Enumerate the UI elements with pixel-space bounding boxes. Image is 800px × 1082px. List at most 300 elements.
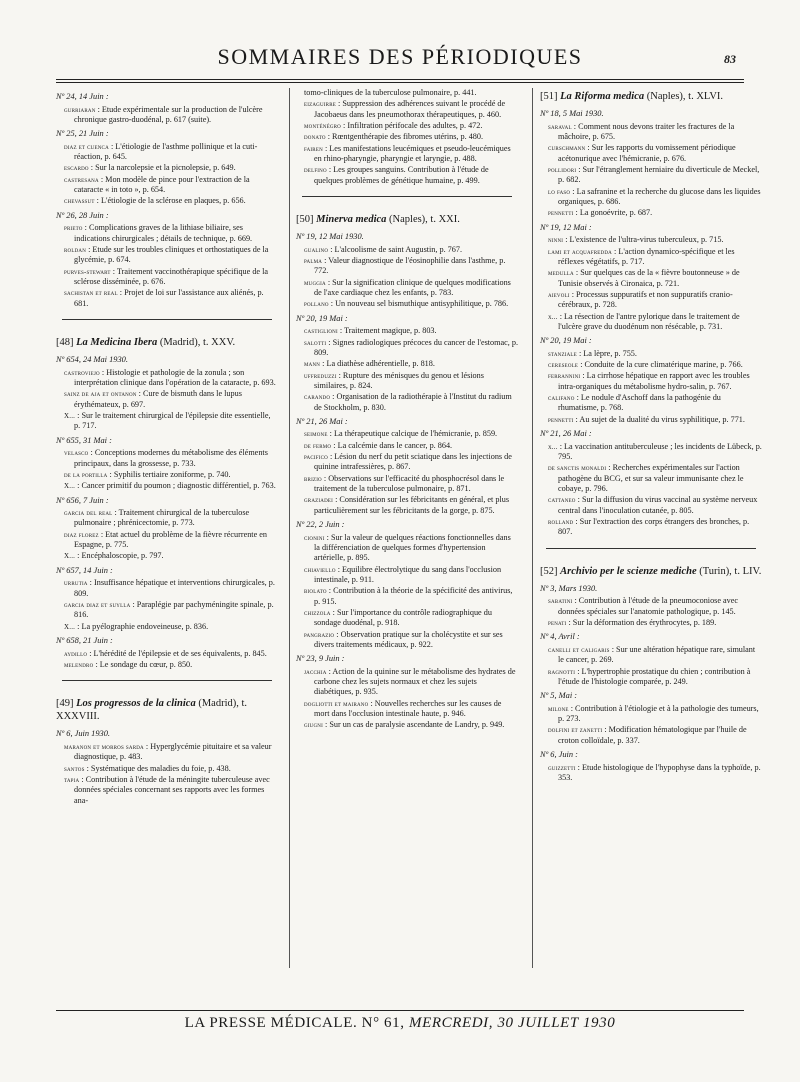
article-entry [64,245,278,266]
article-entry [548,517,762,538]
entry-text: : Sur la valeur de quelques réactions fonctionnelles dans la différenciation de quelques formes d'hypertension artérielle, p. 895. [314,532,511,563]
article-entry [304,392,518,413]
entry-body [548,360,762,370]
entry-author: ninni [548,236,564,245]
entry-text: : Contribution à l'étude de la méningite tuberculeuse avec données spéciales concernant ses rapports avec les formes ana- [74,775,270,805]
issue-heading: Nº 657, 14 Juin : [56,565,113,575]
journal-title [540,565,762,578]
entry-author: milone [548,704,569,713]
journal-name: Los progressos de la clinica [76,698,196,710]
entry-body [64,105,278,126]
entry-author: curschmann [548,144,586,153]
entry-author: sainz de aja et ontanon [64,390,137,399]
article-entry [64,288,278,309]
entry-author: purves-stewart [64,267,111,276]
entry-text: : L'action dynamico-spécifique et les réflexes végétatifs, p. 717. [558,246,735,266]
article-entry [64,142,278,163]
entry-body [64,245,278,266]
article-entry [64,389,278,410]
entry-text: : La thérapeutique calcique de l'hémicranie, p. 859. [329,429,498,439]
entry-text: : Les groupes sanguins. Contribution à l'étude de quelques problèmes de génétique humaine, p. 499. [314,165,489,185]
entry-body [64,368,278,389]
entry-text: : La lèpre, p. 755. [578,348,637,358]
entry-body [64,470,278,480]
entry-author: califano [548,394,575,403]
journal-place: (Madrid), t. XXV. [159,336,236,348]
entry-text: : Traitement magique, p. 803. [339,326,437,336]
entry-text: : Rœntgenthérapie des fibromes utérins, p. 480. [327,132,484,142]
header-rule [56,79,744,83]
article-entry [64,764,278,774]
entry-text: : La vaccination antituberculeuse ; les incidents de Lübeck, p. 795. [558,441,762,461]
entry-body [304,565,518,586]
entry-author: chevassut [64,197,95,206]
entry-body [304,452,518,473]
article-entry [64,368,278,389]
article-entry [304,371,518,392]
journal-place: (Naples), t. XXI. [389,213,460,225]
journal-name: La Medicina Ibera [76,336,158,348]
entry-author: roldan [64,246,87,255]
article-entry [64,448,278,469]
journal-place: (Madrid), t. XXXVIII. [56,698,248,723]
entry-text: : La safranine et la recherche du glucose dans les liquides organiques, p. 686. [558,186,761,206]
article-entry [304,586,518,607]
journal-place: (Turin), t. LIV. [699,565,762,577]
entry-body [64,411,278,432]
article-entry [548,415,762,425]
article-entry [548,268,762,289]
article-entry [548,763,762,784]
entry-body [64,288,278,309]
article-entry [304,565,518,586]
entry-body [304,630,518,651]
entry-body [304,441,518,451]
entry-author: escardo [64,164,89,173]
entry-text: : La calcémie dans le cancer, p. 864. [333,440,453,450]
entry-author: santos [64,764,85,773]
article-entry [548,725,762,746]
issue-heading: Nº 6, Juin : [540,750,578,760]
entry-text: : Hyperglycémie pituitaire et sa valeur diagnostique, p. 483. [74,742,272,762]
article-entry [304,326,518,336]
journal-number: [49] [56,698,74,710]
article-entry [304,608,518,629]
entry-author: pennetti [548,415,574,424]
entry-text: : Sur la déformation des érythrocytes, p. 189. [568,617,717,627]
entry-body [548,442,762,463]
entry-text: : Mon modèle de pince pour l'extraction de la cataracte « in toto », p. 654. [74,174,250,195]
footer-journal: LA PRESSE MÉDICALE. [184,1015,358,1031]
entry-body [304,299,518,309]
entry-author: cereseole [548,361,579,370]
entry-text: : Cure de bismuth dans le lupus érythémateux, p. 697. [74,389,242,409]
entry-author: seimone [304,430,328,439]
entry-text: : Sur les rapports du vomissement périodique acétonurique avec l'hémicranie, p. 676. [558,143,736,163]
page-header [0,44,800,80]
entry-body [304,429,518,439]
entry-author: garcia del real [64,509,113,518]
entry-text: : L'hérédité de l'épilepsie et de ses équivalents, p. 845. [89,648,267,658]
article-entry [304,452,518,473]
journal-name: Archivio per le scienze mediche [560,565,697,577]
entry-body [548,349,762,359]
entry-body [548,235,762,245]
entry-body [64,775,278,806]
article-entry [548,290,762,311]
entry-author: de la portilla [64,470,108,479]
entry-text: : L'étiologie de l'asthme pollinique et la cuti-réaction, p. 645. [74,141,258,162]
column-3 [540,88,762,988]
entry-author: salotti [304,338,327,347]
journal-title [56,697,278,723]
issue-heading: Nº 25, 21 Juin : [56,129,109,139]
entry-text: : Suppression des adhérences suivant le procédé de Jacobaeus dans les pneumothorax thérapeutiques, p. 460. [314,99,506,119]
article-entry [64,660,278,670]
entry-author: uffreduzzi [304,371,337,380]
entry-author: brizio [304,474,322,483]
entry-body [304,608,518,629]
article-entry [64,742,278,763]
article-entry [548,349,762,359]
issue-heading: Nº 21, 26 Mai : [540,429,592,439]
entry-author: cattaneo [548,496,576,505]
entry-text: : Comment nous devons traiter les fractures de la mâchoire, p. 675. [558,121,735,142]
entry-body [548,667,762,688]
article-entry [548,645,762,666]
entry-body [548,618,762,628]
entry-body [64,530,278,551]
entry-body [64,649,278,659]
issue-heading: Nº 20, 19 Mai : [540,336,592,346]
entry-text: : L'étiologie de la sclérose en plaques, p. 656. [96,196,246,206]
article-entry [304,667,518,698]
entry-author: sachistan et real [64,289,118,298]
entry-body [304,326,518,336]
entry-text: : Signes radiologiques précoces du cancer de l'estomac, p. 809. [314,337,519,357]
entry-body [64,622,278,632]
entry-text: : Observations sur l'efficacité du phosphocrésol dans le traitement de la tuberculose pulmonaire, p. 871. [314,473,505,494]
article-entry [304,699,518,720]
issue-heading: Nº 655, 31 Mai : [56,435,112,445]
entry-text: : Observation pratique sur la cholécystite et sur ses divers traitements médicaux, p. 922. [314,629,503,649]
entry-author: velasco [64,449,89,458]
column-separator [532,88,533,968]
entry-author: dolfini et zanetti [548,726,603,735]
entry-author: cionini [304,533,325,542]
entry-text: : Systématique des maladies du foie, p. 438. [86,763,231,773]
issue-heading: Nº 24, 14 Juin : [56,92,109,101]
entry-author: dogliotti et mairano [304,699,369,708]
article-entry [548,704,762,725]
article-entry [304,533,518,564]
issue-heading: Nº 26, 28 Juin : [56,210,109,220]
entry-text: : Un nouveau sel bismuthique antisyphilitique, p. 786. [330,299,509,309]
entry-text: : Etat actuel du problème de la fièvre récurrente en Espagne, p. 775. [74,529,267,550]
entry-body [64,389,278,410]
entry-text: : Insuffisance hépatique et interventions chirurgicales, p. 809. [74,578,275,598]
entry-body [64,551,278,561]
footer-issue: N° 61, [361,1015,405,1031]
article-entry [64,196,278,206]
entry-text: : Contribution à l'étiologie et à la pathologie des tumeurs, p. 273. [558,703,759,724]
entry-body [548,763,762,784]
article-entry [548,618,762,628]
journal-name: Minerva medica [316,213,387,225]
entry-text: : Rupture des ménisques du genou et lésions similaires, p. 824. [314,370,484,390]
entry-body [304,338,518,359]
article-entry [64,530,278,551]
entry-body [304,720,518,730]
entry-author: canelli et caligaris [548,645,610,654]
entry-text: : Etude sur les troubles cliniques et orthostatiques de la glycémie, p. 674. [74,245,269,265]
issue-heading: Nº 4, Avril : [540,632,580,642]
entry-text: : La gonoévrite, p. 687. [575,208,653,218]
section-rule [546,548,756,549]
entry-body [548,704,762,725]
entry-author: ferrannini [548,372,581,381]
entry-text: : Etude expérimentale sur la production de l'ulcère chronique gastro-duodénal, p. 617 (suite). [74,104,263,124]
entry-body [64,196,278,206]
entry-text: : Sur l'importance du contrôle radiographique du sondage duodénal, p. 918. [314,607,492,628]
entry-body [64,742,278,763]
entry-author: gurriaran [64,105,96,114]
article-entry [548,235,762,245]
entry-body [548,725,762,746]
entry-body [548,596,762,617]
article-entry [64,163,278,173]
entry-author: X... [64,552,76,561]
entry-author: sabatini [548,597,573,606]
journal-title [540,90,762,103]
article-entry [304,121,518,131]
article-entry [64,649,278,659]
entry-body [64,508,278,529]
entry-author: lami et acquafredda [548,247,612,256]
entry-text: : Sur une altération hépatique rare, simulant le cancer, p. 269. [558,644,756,665]
footer-line [56,1015,744,1032]
entry-body [304,371,518,392]
article-entry [304,495,518,516]
entry-body [64,175,278,196]
journal-title [296,213,518,226]
entry-author: medulla [548,269,574,278]
entry-author: maranon et morros sarda [64,743,144,752]
entry-author: gualino [304,245,329,254]
entry-body [64,660,278,670]
article-entry [304,299,518,309]
entry-author: X... [64,412,76,420]
entry-text: : Considération sur les fébricitants en général, et plus particulièrement sur les fébricitants de la gorge, p. 875. [314,495,510,515]
entry-text: : Au sujet de la dualité du virus syphilitique, p. 771. [575,414,745,424]
entry-author: de sanctis monaldi [548,464,607,473]
entry-author: diaz florez [64,530,99,539]
footer-date: MERCREDI, 30 JUILLET 1930 [408,1015,616,1031]
entry-author: donato [304,133,326,142]
entry-body [548,143,762,164]
entry-body [304,165,518,186]
entry-continuation [304,88,518,98]
entry-body [64,163,278,173]
article-entry [304,144,518,165]
entry-text: : L'hypertrophie prostatique du chien ; contribution à l'étude de l'histologie comparée, p. 249. [558,666,751,686]
entry-body [548,312,762,333]
article-entry [304,132,518,142]
article-entry [304,245,518,255]
entry-body [304,132,518,142]
article-entry [64,223,278,244]
issue-heading: Nº 21, 26 Mai : [296,416,348,426]
article-entry [548,393,762,414]
column-separator [289,88,290,968]
article-entry [64,600,278,621]
entry-text: : Action de la quinine sur le métabolisme des hydrates de carbone chez les sujets normaux et chez les sujets diabétiques, p. 935. [314,666,516,697]
article-entry [304,338,518,359]
entry-body [548,247,762,268]
entry-text: : Processus suppuratifs et non suppuratifs cranio-cérébraux, p. 728. [558,289,733,310]
section-rule [62,680,272,681]
entry-author: saraval [548,122,572,131]
entry-body [64,578,278,599]
entry-text: : Modification hématologique par l'huile de croton colloïdale, p. 337. [558,725,747,745]
article-entry [304,359,518,369]
entry-author: melendro [64,660,94,669]
article-entry [304,165,518,186]
entry-text: : Contribution à la théorie de la spécificité des antivirus, p. 915. [314,586,513,606]
entry-body [304,533,518,564]
page-footer [56,1010,744,1035]
article-entry [548,143,762,164]
entry-text: : Sur l'extraction des corps étrangers des bronches, p. 807. [558,516,750,537]
article-entry [548,208,762,218]
entry-text: : Paraplégie par pachyméningite spinale, p. 816. [74,600,274,620]
entry-body [548,268,762,289]
entry-text: : Organisation de la radiothérapie à l'Institut du radium de Stockholm, p. 830. [314,392,512,412]
entry-author: castresana [64,175,99,184]
entry-author: ragnotti [548,667,576,676]
issue-heading: Nº 656, 7 Juin : [56,495,109,505]
column-2 [296,88,518,988]
issue-heading: Nº 20, 19 Mai : [296,313,348,323]
entry-body [304,144,518,165]
entry-text: : Complications graves de la lithiase biliaire, ses indications chirurgicales ; détails de technique, p. 669. [74,223,253,243]
entry-author: biolato [304,587,327,596]
entry-body [548,290,762,311]
journal-place: (Naples), t. XLVI. [646,91,724,102]
entry-body [304,699,518,720]
entry-author: x... [548,312,558,321]
entry-author: castiglioni [304,327,338,336]
entry-author: monténégro [304,121,341,130]
journal-name: La Riforma medica [560,91,645,102]
entry-text: : Encéphaloscopie, p. 797. [77,551,164,561]
entry-body [64,223,278,244]
entry-author: pennetti [548,209,574,218]
entry-text: : Syphilis tertiaire zoniforme, p. 740. [109,469,231,479]
article-entry [548,463,762,494]
entry-author: X... [64,482,76,491]
article-entry [548,122,762,143]
entry-text: : La diathèse adhérentielle, p. 818. [322,359,435,369]
article-entry [64,267,278,288]
entry-body [548,371,762,392]
article-entry [64,622,278,632]
article-entry [548,187,762,208]
entry-author: pangrazio [304,630,335,639]
entry-body [548,463,762,494]
entry-text: : Les manifestations leucémiques et pseudo-leucémiques en rhino-pharyngie, pharyngie et laryngie, p. 488. [314,143,511,163]
article-entry [548,360,762,370]
entry-author: graziadei [304,496,334,505]
journal-number: [51] [540,91,558,102]
entry-author: carando [304,393,331,402]
entry-text: : La cirrhose hépatique en rapport avec les troubles intra-organiques du métabolisme hydro-salin, p. 767. [558,371,750,391]
columns-container [56,88,762,988]
entry-author: pollidori [548,166,577,175]
entry-text: : Sur la narcolepsie et la picnolepsie, p. 649. [90,163,236,173]
entry-body [304,359,518,369]
entry-text: : Le sondage du cœur, p. 850. [95,659,193,669]
article-entry [64,105,278,126]
entry-body [548,122,762,143]
entry-author: stanziale [548,349,577,358]
entry-body [64,600,278,621]
entry-body [64,764,278,774]
entry-body [304,495,518,516]
entry-text: : Sur quelques cas de la « fièvre boutonneuse » de Tunisie observés à Cironaica, p. 721. [558,268,740,288]
article-entry [304,429,518,439]
issue-heading: Nº 23, 9 Juin : [296,654,345,664]
issue-heading: Nº 658, 21 Juin : [56,635,113,645]
issue-heading: Nº 3, Mars 1930. [540,583,598,593]
issue-heading: Nº 5, Mai : [540,691,578,701]
entry-author: pacifico [304,453,328,462]
article-entry [304,278,518,299]
entry-author: palma [304,256,323,265]
article-entry [548,165,762,186]
article-entry [64,578,278,599]
entry-author: fairen [304,144,323,153]
entry-author: castroviejo [64,368,100,377]
entry-author: lo faso [548,187,571,196]
page-title: SOMMAIRES DES PÉRIODIQUES [217,44,583,69]
entry-text: : Conceptions modernes du métabolisme des éléments principaux, dans la grossesse, p. 733. [74,448,268,468]
entry-text: : Le nodule d'Aschoff dans la pathogénie du rhumatisme, p. 768. [558,393,721,413]
entry-body [548,165,762,186]
entry-text: : Histologie et pathologie de la zonula ; son interprétation clinique dans l'opération de la cataracte, p. 693. [74,367,276,388]
entry-text: : Projet de loi sur l'assistance aux aliénés, p. 681. [74,288,264,308]
entry-author: giugni [304,721,323,730]
entry-text: : Contribution à l'étude de la pneumoconiose avec données spéciales sur l'anatomie pathologique, p. 145. [558,596,739,616]
entry-text: : Traitement vaccinothérapique spécifique de la sclérose disséminée, p. 676. [74,266,269,286]
entry-body [304,245,518,255]
page-number: 83 [724,52,736,66]
entry-body [304,121,518,131]
entry-body [304,256,518,277]
entry-text: tomo-cliniques de la tuberculose pulmonaire, p. 441. [304,88,477,97]
article-entry [548,667,762,688]
entry-body [304,99,518,120]
journal-number: [48] [56,336,74,348]
entry-author: chiaviello [304,565,336,574]
entry-body [548,645,762,666]
entry-author: chizzola [304,608,331,617]
column-1 [56,88,278,988]
entry-author: garcia diaz et suylla [64,601,131,609]
entry-text: : Sur l'étranglement herniaire du diverticule de Meckel, p. 682. [558,165,760,185]
entry-body [304,392,518,413]
entry-body [304,586,518,607]
